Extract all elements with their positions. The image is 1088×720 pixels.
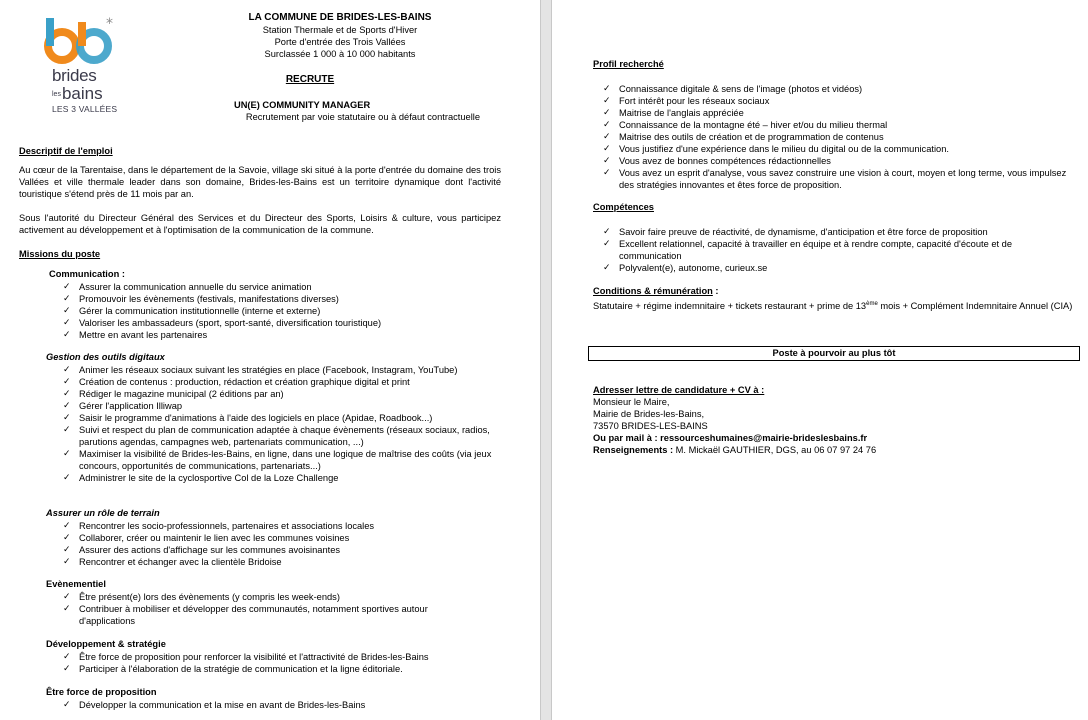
- force-list: [63, 699, 523, 711]
- address-line-1: Monsieur le Maire,: [593, 397, 670, 407]
- outils-subheading: Gestion des outils digitaux: [46, 352, 165, 362]
- svg-text:*: *: [106, 16, 113, 32]
- poste-a-pourvoir-box: Poste à pourvoir au plus tôt: [588, 346, 1080, 361]
- renseignements-line: Renseignements : M. Mickaël GAUTHIER, DGS, au 06 07 97 24 76: [593, 445, 877, 455]
- evenementiel-list: [63, 591, 483, 627]
- developpement-subheading: Développement & stratégie: [46, 639, 166, 649]
- job-title-block: [150, 99, 480, 123]
- competences-heading: Compétences: [593, 202, 654, 212]
- candidature-block: [593, 384, 1073, 456]
- list-item: ✓ Développer la communication et la mise en avant de Brides-les-Bains: [63, 699, 523, 711]
- logo-vallees-text: LES 3 VALLÉES: [52, 104, 118, 114]
- list-item: ✓ Valoriser les ambassadeurs (sport, sport-santé, diversification touristique): [63, 317, 513, 329]
- conditions-heading: Conditions & rémunération: [593, 286, 713, 296]
- brides-les-bains-logo: [42, 14, 122, 114]
- candidature-heading: Adresser lettre de candidature + CV à :: [593, 385, 765, 395]
- header-line-4: Surclassée 1 000 à 10 000 habitants: [264, 49, 416, 59]
- address-line-2: Mairie de Brides-les-Bains,: [593, 409, 705, 419]
- list-item: ✓ Gérer la communication institutionnelle (interne et externe): [63, 305, 513, 317]
- list-item: ✓ Rencontrer les socio-professionnels, partenaires et associations locales: [63, 520, 513, 532]
- list-item: ✓ Administrer le site de la cyclosportive Col de la Loze Challenge: [63, 472, 503, 484]
- header-line-2: Station Thermale et de Sports d'Hiver: [262, 25, 418, 35]
- list-item: ✓ Création de contenus : production, rédaction et création graphique digital et print: [63, 376, 503, 388]
- list-item: ✓ Saisir le programme d'animations à l'aide des logiciels en place (Apidae, Roadbook...): [63, 412, 503, 424]
- terrain-list: [63, 520, 513, 568]
- logo-brides-text: brides: [52, 66, 97, 85]
- descriptif-paragraph-1: Au cœur de la Tarentaise, dans le département de la Savoie, village ski situé à la porte d'entrée du domaine des trois Vallées et ville thermale leader dans son domaine, Brides-les-Bains est un territoire dynamique dont l'activité touristique s'étend près de 11 mois par an.: [19, 165, 501, 199]
- list-item: ✓ Rédiger le magazine municipal (2 éditions par an): [63, 388, 503, 400]
- list-item: ✓ Fort intérêt pour les réseaux sociaux: [603, 95, 1073, 107]
- header-line-3: Porte d'entrée des Trois Vallées: [274, 37, 406, 47]
- address-line-3: 73570 BRIDES-LES-BAINS: [593, 421, 708, 431]
- communication-list: [63, 281, 513, 341]
- document-page-1: [0, 0, 540, 720]
- profil-list: [603, 83, 1073, 191]
- list-item: ✓ Polyvalent(e), autonome, curieux.se: [603, 262, 1073, 274]
- developpement-list: [63, 651, 523, 675]
- logo-bains-text: lesbains: [52, 84, 103, 103]
- list-item: ✓ Collaborer, créer ou maintenir le lien avec les communes voisines: [63, 532, 513, 544]
- communication-subheading: Communication :: [49, 269, 125, 279]
- conditions-heading-row: Conditions & rémunération :: [593, 286, 719, 296]
- header-block: [150, 12, 530, 60]
- list-item: ✓ Gérer l'application Illiwap: [63, 400, 503, 412]
- document-page-2: [552, 0, 1088, 720]
- list-item: ✓ Savoir faire preuve de réactivité, de dynamisme, d'anticipation et être force de proposition: [603, 226, 1073, 238]
- job-title: UN(E) COMMUNITY MANAGER: [234, 100, 371, 110]
- list-item: ✓ Mettre en avant les partenaires: [63, 329, 513, 341]
- list-item: ✓ Suivi et respect du plan de communication adaptée à chaque évènements (réseaux sociaux, radios, parutions agendas, campagnes web, partenariats communication, ...): [63, 424, 503, 448]
- commune-title: LA COMMUNE DE BRIDES-LES-BAINS: [248, 12, 432, 23]
- competences-list: [603, 226, 1073, 274]
- list-item: ✓ Connaissance digitale & sens de l'image (photos et vidéos): [603, 83, 1073, 95]
- outils-list: [63, 364, 503, 484]
- list-item: ✓ Participer à l'élaboration de la stratégie de communication et la ligne éditoriale.: [63, 663, 523, 675]
- missions-heading: Missions du poste: [19, 249, 101, 259]
- job-subtitle: Recrutement par voie statutaire ou à défaut contractuelle: [245, 112, 480, 122]
- profil-heading: Profil recherché: [593, 59, 664, 69]
- list-item: ✓ Être présent(e) lors des évènements (y compris les week-ends): [63, 591, 483, 603]
- list-item: ✓ Maximiser la visibilité de Brides-les-Bains, en ligne, dans une logique de maîtrise des coûts (via jeux concours, opportunités de communications, partenariats...): [63, 448, 503, 472]
- descriptif-paragraph-2: Sous l'autorité du Directeur Général des Services et du Directeur des Sports, Loisirs & culture, vous participez activement au développement et à l'optimisation de la communication de la commune.: [19, 213, 501, 235]
- list-item: ✓ Excellent relationnel, capacité à travailler en équipe et à rendre compte, capacité d'écoute et de communication: [603, 238, 1073, 262]
- list-item: ✓ Maitrise des outils de création et de programmation de contenus: [603, 131, 1073, 143]
- list-item: ✓ Animer les réseaux sociaux suivant les stratégies en place (Facebook, Instagram, YouTube): [63, 364, 503, 376]
- list-item: ✓ Connaissance de la montagne été – hiver et/ou du milieu thermal: [603, 119, 1073, 131]
- page-gutter: [540, 0, 552, 720]
- list-item: ✓ Être force de proposition pour renforcer la visibilité et l'attractivité de Brides-les-Bains: [63, 651, 523, 663]
- conditions-text: Statutaire + régime indemnitaire + tickets restaurant + prime de 13ème mois + Complément Indemnitaire Annuel (CIA): [593, 301, 1073, 312]
- descriptif-heading: Descriptif de l'emploi: [19, 146, 113, 156]
- list-item: ✓ Promouvoir les évènements (festivals, manifestations diverses): [63, 293, 513, 305]
- list-item: ✓ Vous avez de bonnes compétences rédactionnelles: [603, 155, 1073, 167]
- recrute-heading: RECRUTE: [285, 74, 335, 85]
- list-item: ✓ Contribuer à mobiliser et développer des communautés, notamment sportives autour d'applications: [63, 603, 483, 627]
- list-item: ✓ Assurer la communication annuelle du service animation: [63, 281, 513, 293]
- list-item: ✓ Assurer des actions d'affichage sur les communes avoisinantes: [63, 544, 513, 556]
- evenementiel-subheading: Evènementiel: [46, 579, 106, 589]
- force-subheading: Être force de proposition: [46, 687, 157, 697]
- email-line: Ou par mail à : ressourceshumaines@mairie-brideslesbains.fr: [593, 433, 868, 443]
- list-item: ✓ Vous avez un esprit d'analyse, vous savez construire une vision à court, moyen et long terme, vous impulsez des stratégies innovantes et êtes force de proposition.: [603, 167, 1073, 191]
- list-item: ✓ Rencontrer et échanger avec la clientèle Bridoise: [63, 556, 513, 568]
- logo-mark-icon: [42, 14, 122, 66]
- list-item: ✓ Maitrise de l'anglais appréciée: [603, 107, 1073, 119]
- terrain-subheading: Assurer un rôle de terrain: [46, 508, 160, 518]
- list-item: ✓ Vous justifiez d'une expérience dans le milieu du digital ou de la communication.: [603, 143, 1073, 155]
